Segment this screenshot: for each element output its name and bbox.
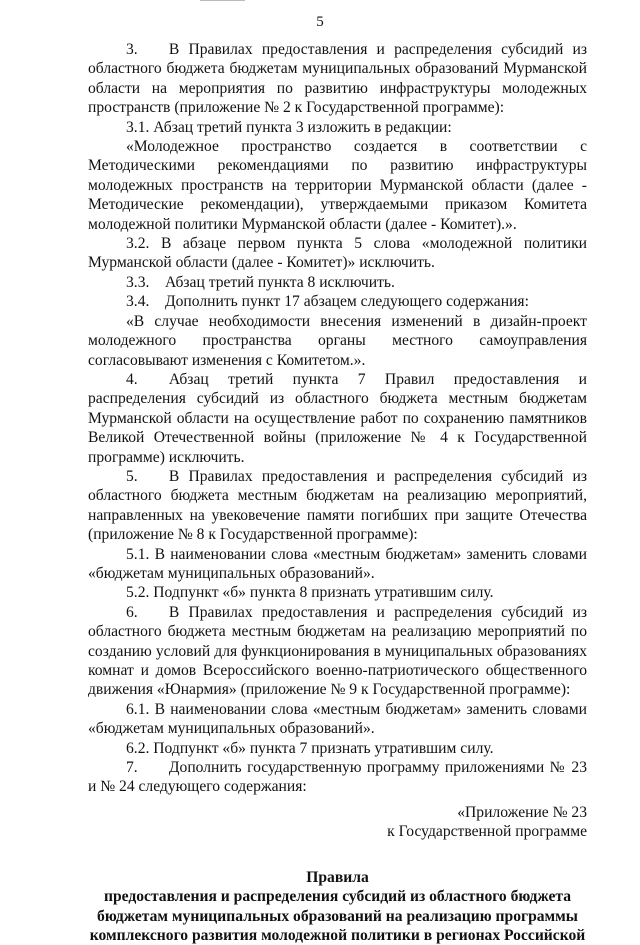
paragraph-5-2: 5.2. Подпункт «б» пункта 8 признать утратившим силу. — [126, 584, 494, 602]
page-number: 5 — [316, 14, 324, 30]
rules-subtitle-line-3: комплексного развития молодежной политики в регионах Российской — [89, 927, 586, 945]
paragraph-4: 4. Абзац третий пункта 7 Правил предоставления и распределения субсидий из областного бюджета местным бюджетам Мурманской области на осуществление работ по сохранению памятников Великой Отечественной войны (приложение № 4 к Государственной программе) исключить. — [88, 370, 587, 466]
paragraph-3: 3. В Правилах предоставления и распределения субсидий из областного бюджета бюджетам муниципальных образований Мурманской области на мероприятия по развитию инфраструктуры молодежных пространств (приложение № 2 к Государственной программе): — [88, 41, 587, 117]
document-body — [88, 40, 587, 945]
rules-subtitle-line-1: предоставления и распределения субсидий из областного бюджета — [103, 888, 572, 906]
paragraph-6-2: 6.2. Подпункт «б» пункта 7 признать утратившим силу. — [126, 739, 494, 757]
appendix-number: «Приложение № 23 — [457, 803, 587, 821]
paragraph-3-4: 3.4. Дополнить пункт 17 абзацем следующего содержания: — [126, 293, 529, 311]
paragraph-3-4-quote: «В случае необходимости внесения изменений в дизайн-проект молодежного пространства органы местного самоуправления согласовывают изменения с Комитетом.». — [88, 312, 587, 369]
paragraph-3-2: 3.2. В абзаце первом пункта 5 слова «молодежной политики Мурманской области (далее - Комитет)» исключить. — [88, 235, 587, 272]
paragraph-6: 6. В Правилах предоставления и распределения субсидий из областного бюджета местным бюджетам на реализацию мероприятий по созданию условий для функционирования в муниципальных образованиях комнат и домов Всероссийского военно-патриотического общественного движения «Юнармия» (приложение № 9 к Государственной программе): — [88, 603, 587, 699]
paragraph-6-1: 6.1. В наименовании слова «местным бюджетам» заменить словами «бюджетам муниципальных образований». — [88, 700, 587, 738]
rules-subtitle-line-2: бюджетам муниципальных образований на реализацию программы — [97, 907, 578, 925]
paragraph-5-1: 5.1. В наименовании слова «местным бюджетам» заменить словами «бюджетам муниципальных образований». — [88, 545, 587, 582]
rules-heading — [88, 868, 587, 945]
paragraph-3-3: 3.3. Абзац третий пункта 8 исключить. — [126, 273, 395, 291]
rules-title: Правила — [306, 868, 369, 886]
paragraph-3-1-quote: «Молодежное пространство создается в соответствии с Методическими рекомендациями по развитию инфраструктуры молодежных пространств на территории Мурманской области (далее - Методические рекомендации), утверждаемыми приказом Комитета молодежной политики Мурманской области (далее - Комитет).». — [88, 138, 587, 233]
appendix-reference: к Государственной программе — [387, 822, 587, 840]
paragraph-3-1: 3.1. Абзац третий пункта 3 изложить в редакции: — [126, 118, 452, 136]
paragraph-5: 5. В Правилах предоставления и распределения субсидий из областного бюджета местным бюджетам на реализацию мероприятий, направленных на увековечение памяти погибших при защите Отечества (приложение № 8 к Государственной программе): — [88, 467, 587, 544]
scan-mark — [200, 0, 245, 3]
paragraph-7: 7. Дополнить государственную программу приложениями № 23 и № 24 следующего содержания: — [88, 759, 587, 796]
appendix-note — [88, 803, 587, 841]
